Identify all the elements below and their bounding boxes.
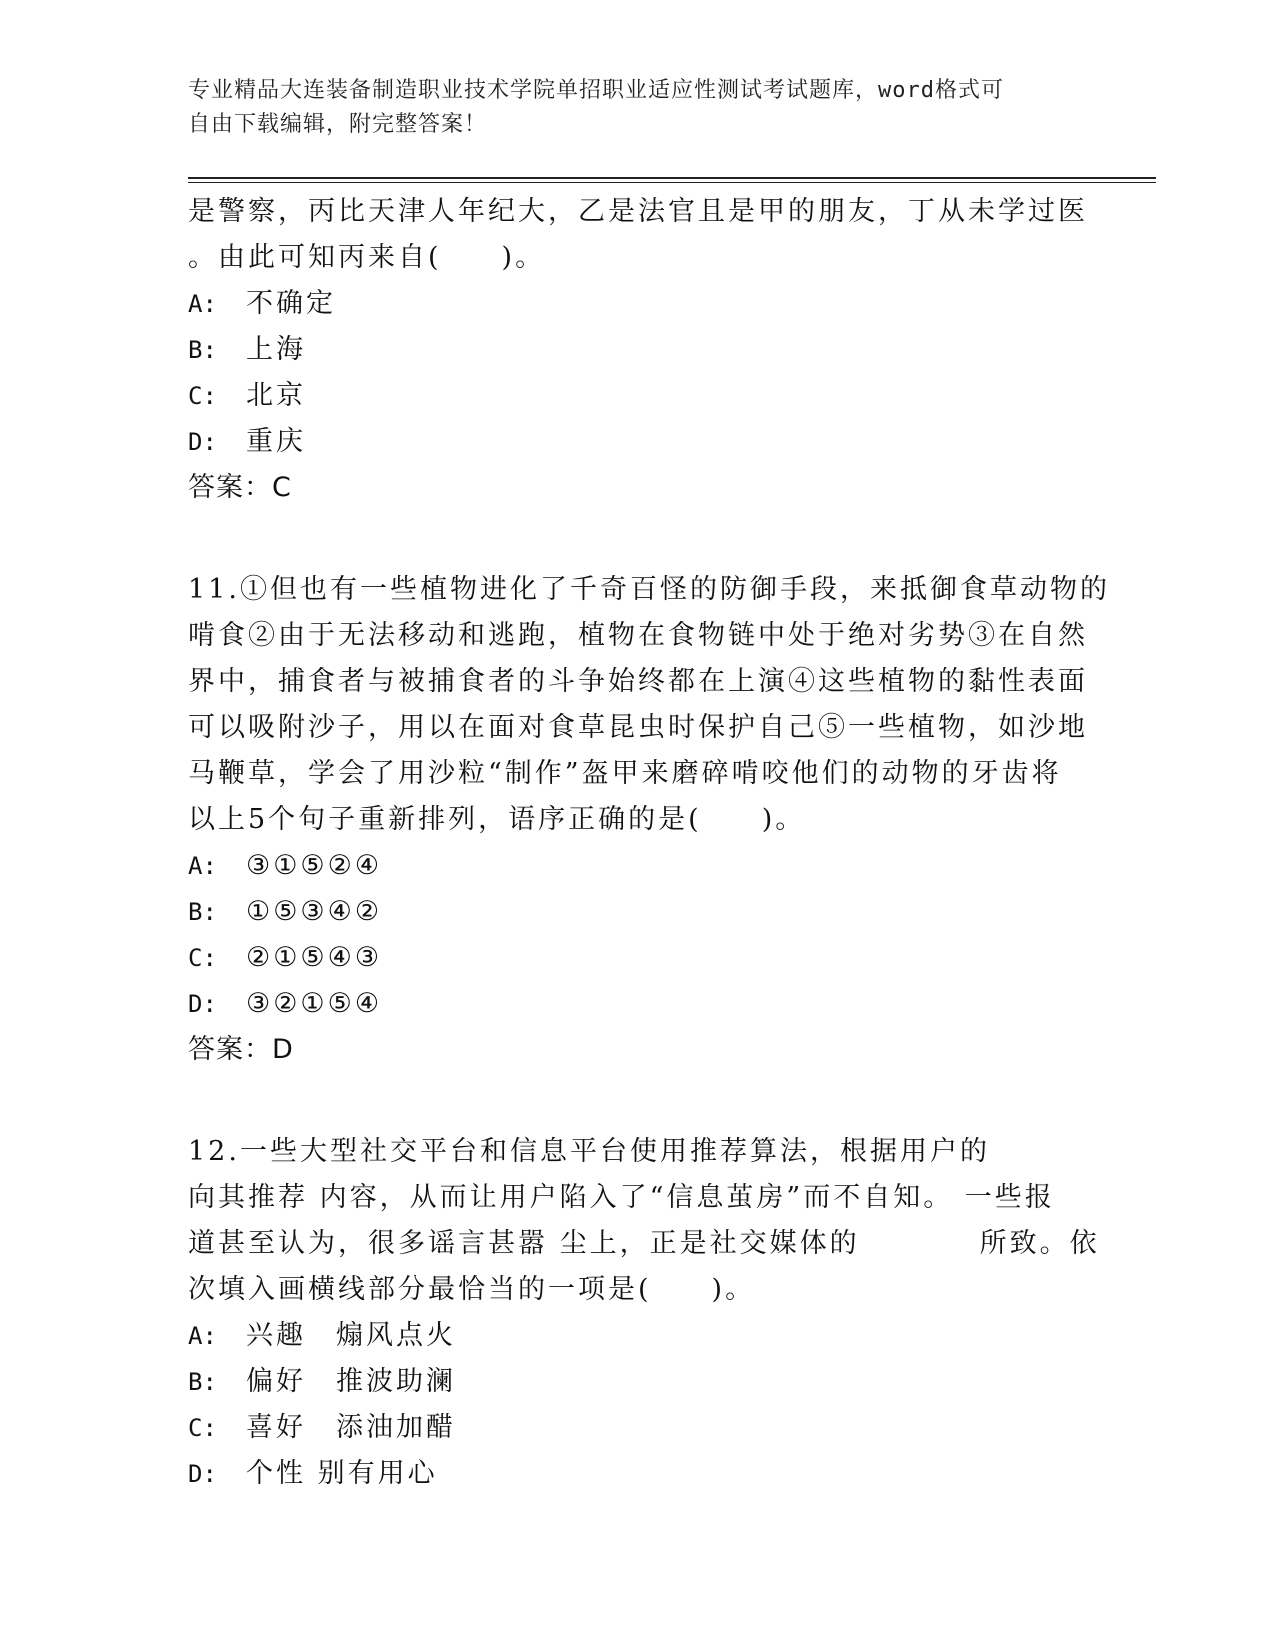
option-c xyxy=(188,373,1088,419)
option-c xyxy=(188,1405,1088,1451)
option-a xyxy=(188,281,1088,327)
option-d xyxy=(188,1451,1088,1497)
question-text-line: 。由此可知丙来自( )。 xyxy=(188,242,546,273)
option-letter: B: xyxy=(188,1368,217,1396)
option-letter: C: xyxy=(188,1414,217,1442)
answer-line: 答案：C xyxy=(188,472,292,503)
question-text-line: 是警察，丙比天津人年纪大，乙是法官且是甲的朋友，丁从未学过医 xyxy=(188,196,1088,227)
option-text: ③②①⑤④ xyxy=(246,988,383,1019)
option-letter: D: xyxy=(188,428,217,456)
option-d xyxy=(188,981,1088,1027)
question-text-line: 道甚至认为，很多谣言甚嚣 尘上，正是社交媒体的 所致。依 xyxy=(188,1228,1100,1259)
question-text-line: 向其推荐 内容，从而让用户陷入了“信息茧房”而不自知。 一些报 xyxy=(188,1182,1055,1213)
question-text-line: 界中，捕食者与被捕食者的斗争始终都在上演④这些植物的黏性表面 xyxy=(188,666,1088,697)
option-text: 兴趣 煽风点火 xyxy=(246,1320,456,1351)
option-text: 重庆 xyxy=(246,426,306,457)
option-text: 不确定 xyxy=(246,288,336,319)
question-10 xyxy=(188,189,1088,511)
option-b xyxy=(188,1359,1088,1405)
option-d xyxy=(188,419,1088,465)
question-12 xyxy=(188,1129,1100,1497)
answer-line: 答案：D xyxy=(188,1034,294,1065)
option-text: 喜好 添油加醋 xyxy=(246,1412,456,1443)
option-text: ①⑤③④② xyxy=(246,896,383,927)
option-text: 上海 xyxy=(246,334,306,365)
option-text: ③①⑤②④ xyxy=(246,850,383,881)
option-letter: C: xyxy=(188,382,217,410)
option-letter: C: xyxy=(188,944,217,972)
question-text-line: 啃食②由于无法移动和逃跑，植物在食物链中处于绝对劣势③在自然 xyxy=(188,620,1088,651)
option-letter: D: xyxy=(188,1460,217,1488)
question-text-line: 以上5个句子重新排列，语序正确的是( )。 xyxy=(188,804,806,835)
option-a xyxy=(188,843,1088,889)
option-a xyxy=(188,1313,1088,1359)
option-b xyxy=(188,327,1088,373)
question-text-line: 马鞭草，学会了用沙粒“制作”盔甲来磨碎啃咬他们的动物的牙齿将 xyxy=(188,758,1062,789)
document-body xyxy=(188,189,1110,1497)
option-text: 个性 别有用心 xyxy=(246,1458,438,1489)
option-text: 北京 xyxy=(246,380,306,411)
question-text-line: 可以吸附沙子，用以在面对食草昆虫时保护自己⑤一些植物，如沙地 xyxy=(188,712,1088,743)
option-letter: A: xyxy=(188,290,217,318)
question-text-line: 12.一些大型社交平台和信息平台使用推荐算法，根据用户的 xyxy=(188,1136,990,1167)
header-divider-thick xyxy=(188,177,1156,179)
page-header xyxy=(188,74,1068,142)
header-line-1: 专业精品大连装备制造职业技术学院单招职业适应性测试考试题库，word格式可 xyxy=(188,78,1004,103)
option-letter: D: xyxy=(188,990,217,1018)
option-text: 偏好 推波助澜 xyxy=(246,1366,456,1397)
header-divider-thin xyxy=(188,182,1156,183)
question-text-line: 次填入画横线部分最恰当的一项是( )。 xyxy=(188,1274,756,1305)
option-letter: A: xyxy=(188,1322,217,1350)
option-letter: B: xyxy=(188,898,217,926)
question-11 xyxy=(188,567,1110,1073)
header-line-2: 自由下载编辑，附完整答案！ xyxy=(188,112,488,137)
question-text-line: 11.①但也有一些植物进化了千奇百怪的防御手段，来抵御食草动物的 xyxy=(188,574,1110,605)
option-text: ②①⑤④③ xyxy=(246,942,383,973)
option-b xyxy=(188,889,1088,935)
option-letter: B: xyxy=(188,336,217,364)
option-letter: A: xyxy=(188,852,217,880)
option-c xyxy=(188,935,1088,981)
